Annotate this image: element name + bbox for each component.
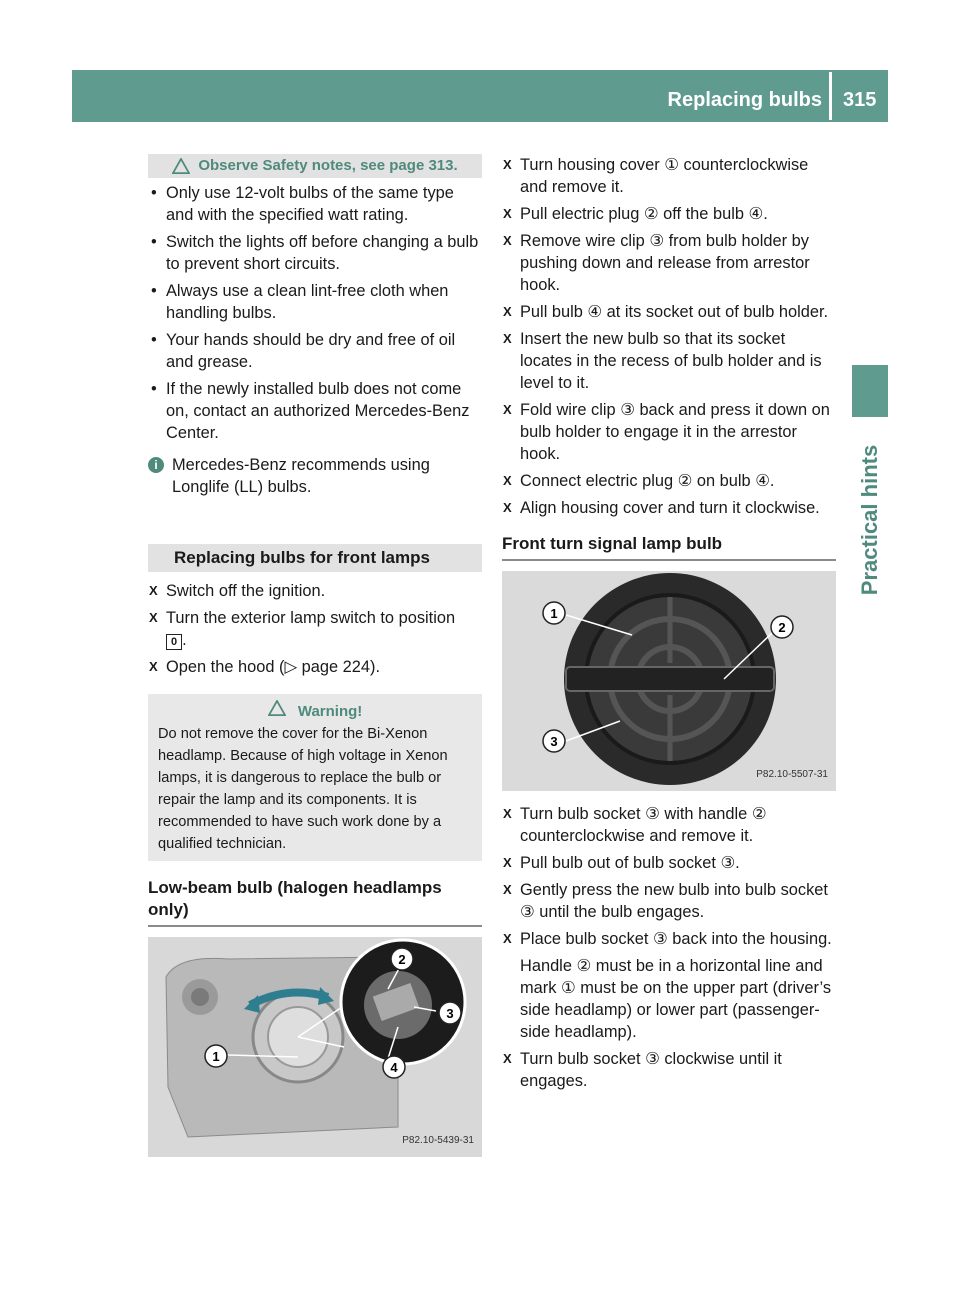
list-item: • If the newly installed bulb does not come on, contact an authorized Mercedes-Benz Center. [148,378,482,444]
warning-box [148,694,482,861]
switch-position-symbol: 0 [166,634,182,650]
step-list [502,154,836,519]
subsection-title: Low-beam bulb (halogen headlamps only) [148,877,482,927]
warning-triangle-icon [172,158,190,174]
step-item: X Insert the new bulb so that its socket locates in the recess of bulb holder and is level to it. [502,328,836,394]
page-title: Replacing bulbs [667,89,822,111]
step-continuation: Handle ② must be in a horizontal line and mark ① must be on the upper part (driver’s side headlamp) or lower part (passenger-side headlamp). [520,957,832,1041]
info-note [148,454,482,498]
left-column [148,154,482,1157]
warning-triangle-icon [268,700,286,716]
step-item: X Open the hood (▷ page 224). [148,656,482,678]
list-item: • Only use 12-volt bulbs of the same type and with the specified watt rating. [148,182,482,226]
step-list [502,1048,836,1092]
section-title: Replacing bulbs for front lamps [148,544,482,572]
header-divider [829,72,832,120]
step-item: X Turn bulb socket ③ clockwise until it engages. [502,1048,836,1092]
step-item: X Gently press the new bulb into bulb socket ③ until the bulb engages. [502,879,836,923]
step-item: X Turn housing cover ① counterclockwise and remove it. [502,154,836,198]
callout-3: 3 [550,734,558,749]
step-item: X Turn bulb socket ③ with handle ② counterclockwise and remove it. [502,803,836,847]
callout-1: 1 [212,1049,220,1064]
step-item: X Turn the exterior lamp switch to position 0 . [148,607,482,651]
step-list [502,803,836,950]
callout-4: 4 [390,1060,398,1075]
info-icon: i [148,457,164,473]
headlamp-illustration [148,937,482,1157]
step-item: X Remove wire clip ③ from bulb holder by pushing down and release from arrestor hook. [502,230,836,296]
step-item: X Place bulb socket ③ back into the housing. [502,928,836,950]
callout-2: 2 [398,952,406,967]
turn-signal-illustration [502,571,836,791]
step-item: X Connect electric plug ② on bulb ④. [502,470,836,492]
side-tab [852,365,888,417]
subsection-title: Front turn signal lamp bulb [502,533,836,561]
warning-title-text: Warning! [297,703,363,720]
figure-code: P82.10-5507-31 [756,769,828,780]
list-item: • Always use a clean lint-free cloth when handling bulbs. [148,280,482,324]
step-item: X Fold wire clip ③ back and press it down on bulb holder to engage it in the arrestor hook. [502,399,836,465]
info-text: Mercedes-Benz recommends using Longlife (LL) bulbs. [172,456,430,496]
callout-3: 3 [446,1006,454,1021]
turn-signal-figure [502,571,836,791]
list-item: • Your hands should be dry and free of oil and grease. [148,329,482,373]
step-text: Turn the exterior lamp switch to position [166,609,456,627]
step-item: X Pull bulb out of bulb socket ③. [502,852,836,874]
callout-1: 1 [550,606,558,621]
side-tab-label: Practical hints [857,444,882,596]
step-list [148,580,482,678]
step-item: X Switch off the ignition. [148,580,482,602]
figure-code: P82.10-5439-31 [402,1135,474,1146]
warning-title [158,700,472,723]
page-number: 315 [843,89,877,111]
safety-note-text: Observe Safety notes, see page 313. [198,157,458,174]
step-item: X Pull electric plug ② off the bulb ④. [502,203,836,225]
warning-text: Do not remove the cover for the Bi-Xenon headlamp. Because of high voltage in Xenon lamps, it is dangerous to replace the bulb or repair the lamp and its components. It is recommended to have such work done by a qualified technician. [158,726,448,852]
safety-list [148,182,482,444]
right-column [502,154,836,1097]
step-item: X Align housing cover and turn it clockwise. [502,497,836,519]
step-item: X Pull bulb ④ at its socket out of bulb holder. [502,301,836,323]
callout-2: 2 [778,620,786,635]
list-item: • Switch the lights off before changing a bulb to prevent short circuits. [148,231,482,275]
headlamp-figure [148,937,482,1157]
safety-note [148,154,482,178]
